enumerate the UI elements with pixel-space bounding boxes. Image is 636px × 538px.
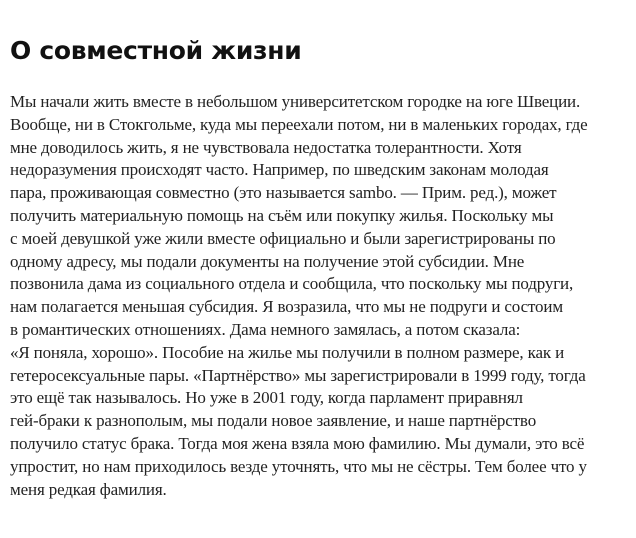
article-body — [10, 91, 636, 501]
text-line: гей-браки к разнополым, мы подали новое заявление, и наше партнёрство — [10, 411, 537, 431]
text-line: мне доводилось жить, я не чувствовала недостатка толерантности. Хотя — [10, 137, 522, 157]
text-line: пара, проживающая совместно (это называется sambo. — Прим. ред.), может — [10, 183, 557, 203]
text-line: упростит, но нам приходилось везде уточнять, что мы не сёстры. Тем более что у — [10, 456, 587, 476]
text-line: нам полагается меньшая субсидия. Я возразила, что мы не подруги и состоим — [10, 297, 563, 317]
article-title: О совместной жизни — [10, 36, 302, 65]
text-line: «Я поняла, хорошо». Пособие на жилье мы получили в полном размере, как и — [10, 342, 565, 362]
text-line: одному адресу, мы подали документы на получение этой субсидии. Мне — [10, 251, 525, 271]
text-line: это ещё так называлось. Но уже в 2001 году, когда парламент приравнял — [10, 388, 523, 408]
text-line: получить материальную помощь на съём или покупку жилья. Поскольку мы — [10, 205, 554, 225]
text-line: с моей девушкой уже жили вместе официально и были зарегистрированы по — [10, 228, 556, 248]
text-line: в романтических отношениях. Дама немного замялась, а потом сказала: — [10, 319, 521, 339]
text-line: Вообще, ни в Стокгольме, куда мы переехали потом, ни в маленьких городах, где — [10, 114, 588, 134]
text-line: получило статус брака. Тогда моя жена взяла мою фамилию. Мы думали, это всё — [10, 433, 585, 453]
text-line: гетеросексуальные пары. «Партнёрство» мы зарегистрировали в 1999 году, тогда — [10, 365, 586, 385]
text-line: позвонила дама из социального отдела и сообщила, что поскольку мы подруги, — [10, 274, 574, 294]
text-line: меня редкая фамилия. — [10, 479, 167, 499]
text-line: Мы начали жить вместе в небольшом университетском городке на юге Швеции. — [10, 92, 581, 111]
text-line: недоразумения происходят часто. Например, по шведским законам молодая — [10, 160, 549, 180]
